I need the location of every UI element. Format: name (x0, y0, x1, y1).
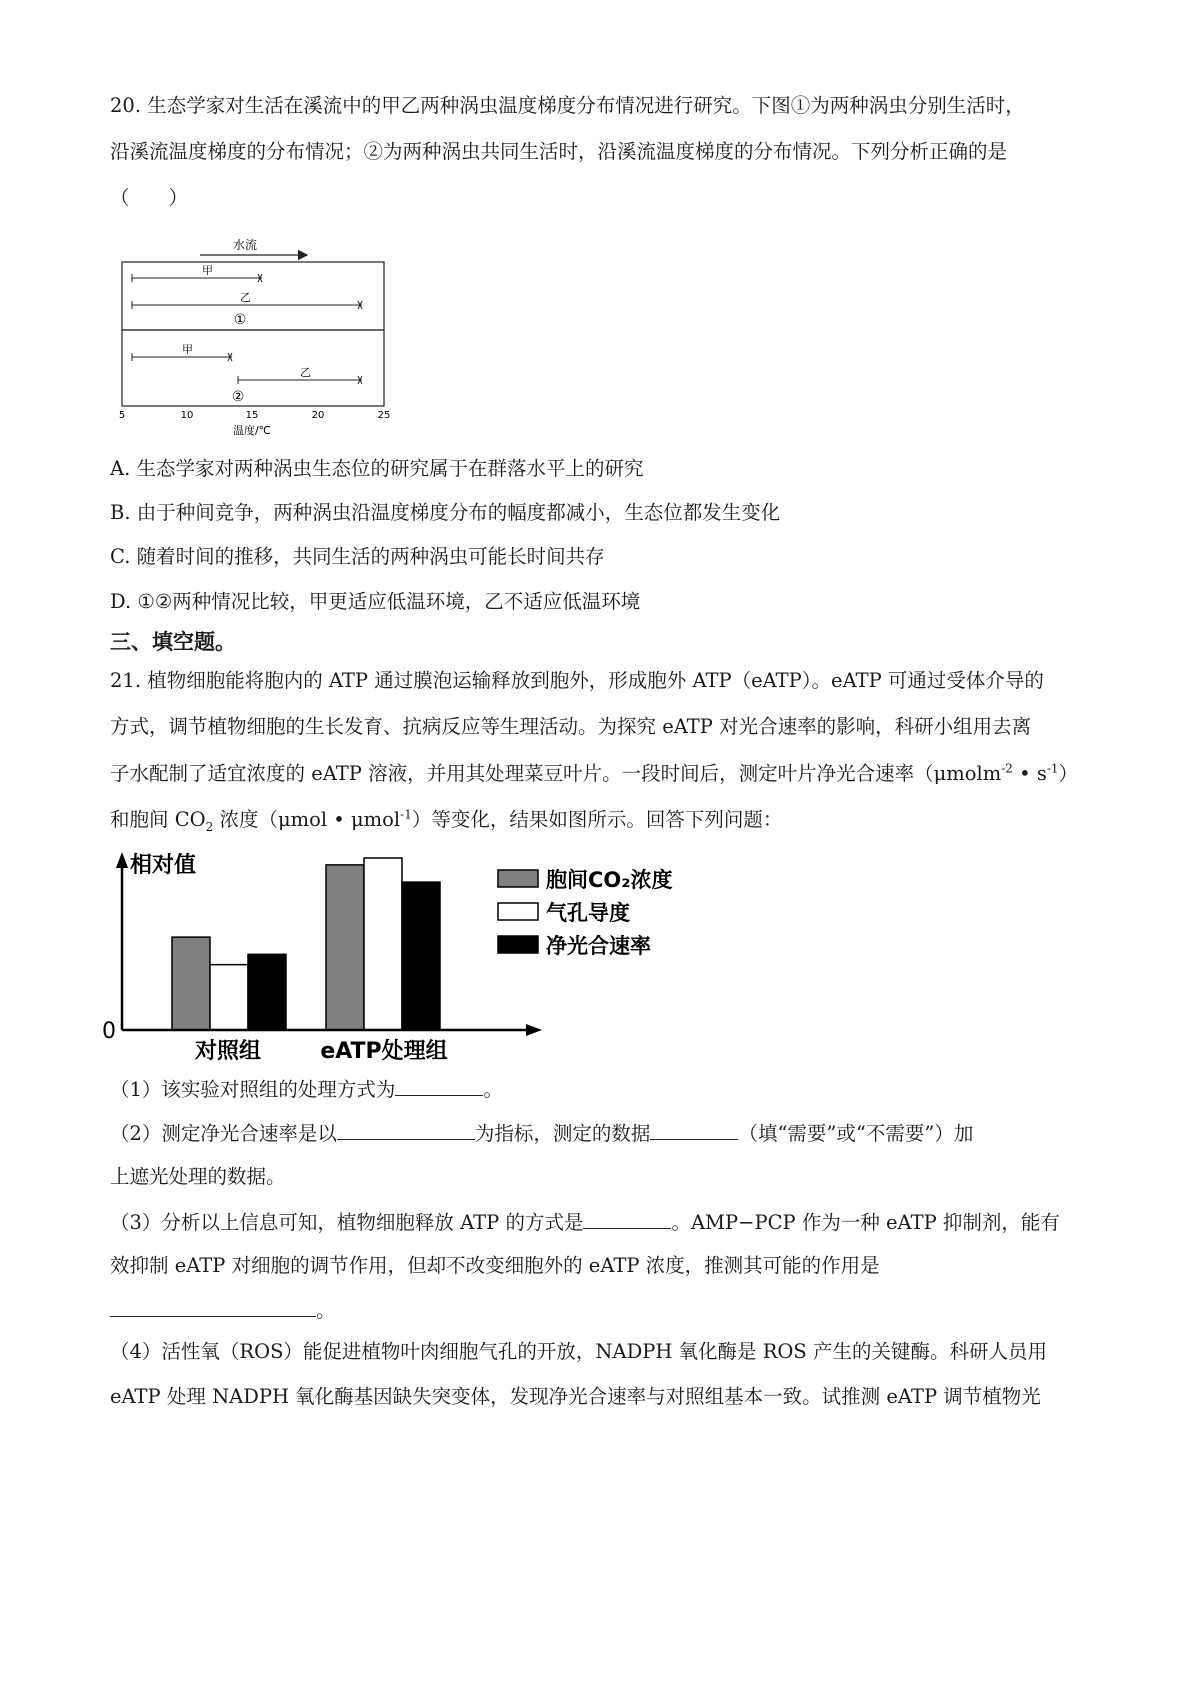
q20-answer-bracket: （ ） (110, 186, 189, 209)
q20-option-b: B. 由于种间竞争，两种涡虫沿温度梯度分布的幅度都减小，生态位都发生变化 (110, 501, 781, 524)
q21-stem-line3 (110, 760, 1078, 788)
x-tick-15: 15 (245, 410, 259, 421)
q21-stem-line1: 21. 植物细胞能将胞内的 ATP 通过膜泡运输释放到胞外，形成胞外 ATP（eATP）。eATP 可通过受体介导的 (110, 669, 1044, 692)
bar-control-photosynthesis (248, 954, 286, 1030)
q20-stem-line2: 沿溪流温度梯度的分布情况；②为两种涡虫共同生活时，沿溪流温度梯度的分布情况。下列分析正确的是 (110, 140, 1008, 163)
q21-part4-line1: （4）活性氧（ROS）能促进植物叶肉细胞气孔的开放，NADPH 氧化酶是 ROS 产生的关键酶。科研人员用 (110, 1340, 1047, 1363)
unit-dot: • s (1012, 762, 1047, 785)
q21-part4-line2: eATP 处理 NADPH 氧化酶基因缺失突变体，发现净光合速率与对照组基本一致。试推测 eATP 调节植物光 (110, 1385, 1041, 1408)
answer-blank-4[interactable] (583, 1208, 671, 1229)
answer-blank-2[interactable] (337, 1119, 475, 1140)
bar-eatp-co2 (326, 865, 364, 1030)
q20-option-d: D. ①②两种情况比较，甲更适应低温环境，乙不适应低温环境 (110, 590, 641, 613)
q21-line4-end: ）等变化，结果如图所示。回答下列问题： (411, 808, 783, 831)
answer-blank-3[interactable] (650, 1119, 738, 1140)
category-label-control: 对照组 (194, 1039, 262, 1064)
x-tick-5: 5 (118, 410, 126, 421)
q20-option-a: A. 生态学家对两种涡虫生态位的研究属于在群落水平上的研究 (110, 457, 644, 480)
part3-end: 。 (316, 1299, 336, 1322)
x-tick-25: 25 (377, 410, 391, 421)
q21-line4-unit: 浓度（μmol • μmol (213, 808, 401, 831)
panel2-label: ② (231, 389, 245, 405)
q21-line4-text: 和胞间 CO (110, 808, 206, 831)
x-axis-arrow (526, 1024, 542, 1036)
part2-text-mid: 为指标，测定的数据 (474, 1122, 651, 1145)
origin-label: 0 (102, 1019, 116, 1044)
unit-exponent-a: -2 (1001, 761, 1013, 776)
part1-text: （1）该实验对照组的处理方式为 (110, 1078, 396, 1101)
bar-eatp-stomatal (364, 858, 402, 1030)
q21-line3-end: ） (1058, 762, 1079, 785)
q20-stem-line1: 20. 生态学家对生活在溪流中的甲乙两种涡虫温度梯度分布情况进行研究。下图①为两种涡虫分别生活时， (110, 94, 1025, 117)
q20-option-c: C. 随着时间的推移，共同生活的两种涡虫可能长时间共存 (110, 545, 605, 568)
q21-part2-cont: 上遮光处理的数据。 (110, 1165, 286, 1188)
part3-text-end: 。AMP−PCP 作为一种 eATP 抑制剂，能有 (671, 1211, 1060, 1234)
legend-label-stomatal: 气孔导度 (546, 901, 630, 925)
panel1-species-a-label: 甲 (202, 264, 213, 277)
y-axis-label: 相对值 (130, 853, 197, 878)
unit-exponent-b: -1 (1046, 761, 1059, 776)
part1-end: 。 (483, 1078, 503, 1101)
bar-control-stomatal (210, 965, 248, 1030)
q21-part3 (110, 1208, 1060, 1237)
part2-text-end: （填“需要”或“不需要”）加 (738, 1122, 974, 1145)
chart-legend (498, 868, 672, 958)
bar-control-co2 (172, 937, 210, 1030)
answer-blank-1[interactable] (395, 1075, 483, 1096)
x-tick-20: 20 (311, 410, 325, 421)
legend-swatch-stomatal (498, 903, 538, 920)
q21-line3-text: 子水配制了适宜浓度的 eATP 溶液，并用其处理菜豆叶片。一段时间后，测定叶片净光合速率（μmolm (110, 762, 1002, 785)
q21-part3-cont: 效抑制 eATP 对细胞的调节作用，但却不改变细胞外的 eATP 浓度，推测其可能的作用是 (110, 1254, 880, 1277)
answer-blank-5[interactable] (110, 1296, 316, 1317)
panel-2-box (122, 330, 384, 406)
part2-text: （2）测定净光合速率是以 (110, 1122, 337, 1145)
co2-subscript: 2 (205, 819, 214, 834)
legend-swatch-co2 (498, 870, 538, 887)
x-tick-10: 10 (180, 410, 194, 421)
section-title: 三、填空题。 (110, 630, 236, 654)
panel1-species-b-label: 乙 (240, 291, 251, 304)
q21-part1 (110, 1075, 503, 1104)
q21-stem-line2: 方式，调节植物细胞的生长发育、抗病反应等生理活动。为探究 eATP 对光合速率的影响，科研小组用去离 (110, 715, 1032, 738)
panel2-species-a-label: 甲 (182, 343, 193, 356)
q21-stem-line4 (110, 806, 782, 834)
category-label-eatp: eATP处理组 (320, 1039, 448, 1064)
legend-label-co2: 胞间CO₂浓度 (546, 868, 673, 892)
q21-bar-chart (100, 852, 750, 1077)
flow-label: 水流 (232, 238, 258, 252)
bar-eatp-photosynthesis (402, 882, 440, 1030)
unit-exponent-c: -1 (400, 807, 412, 822)
x-axis-label: 温度/℃ (232, 424, 272, 437)
y-axis-arrow (116, 852, 128, 868)
panel-1-box (122, 262, 384, 330)
legend-label-photosynthesis: 净光合速率 (546, 934, 651, 958)
q21-part3-answer (110, 1296, 336, 1325)
q21-part2 (110, 1119, 973, 1148)
part3-text: （3）分析以上信息可知，植物细胞释放 ATP 的方式是 (110, 1211, 584, 1234)
panel1-label: ① (233, 312, 247, 328)
legend-swatch-photosynthesis (498, 936, 538, 953)
q20-figure (110, 230, 410, 445)
panel2-species-b-label: 乙 (300, 366, 311, 379)
